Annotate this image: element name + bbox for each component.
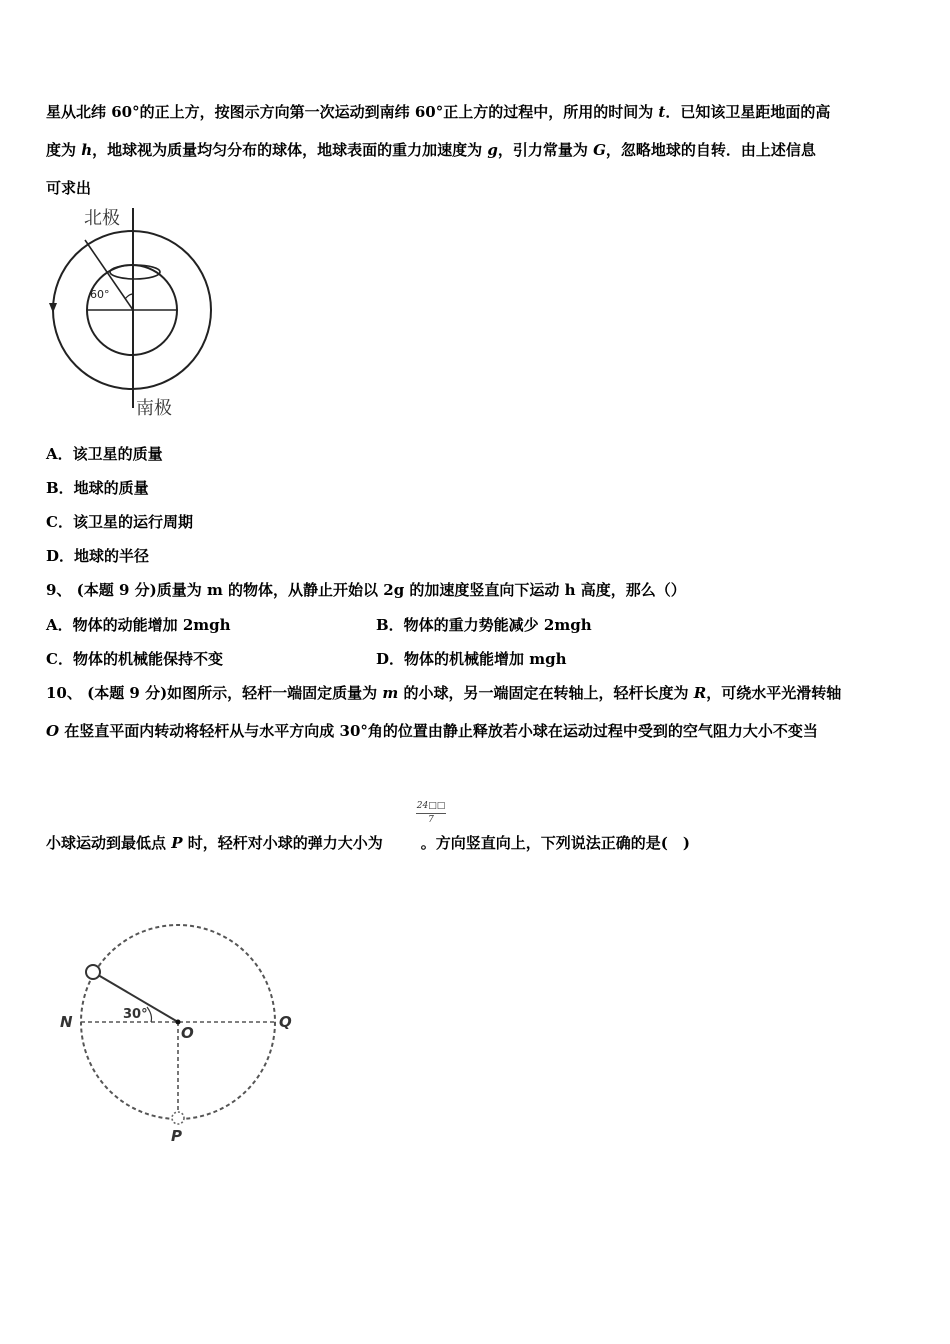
orbit-figure [40,200,230,420]
q8-option-c[interactable]: C．该卫星的运行周期 [46,513,193,531]
angle-arc [147,1007,152,1022]
q10-stem-line3: 小球运动到最低点 P 时，轻杆对小球的弹力大小为 。方向竖直向上，下列说法正确的是( ) [46,834,690,852]
direction-arrow-icon [49,303,57,313]
ball-bottom [172,1112,184,1124]
q8-option-d[interactable]: D．地球的半径 [46,547,150,565]
ball-start [86,965,100,979]
q8-stem-line1: 星从北纬 60°的正上方，按图示方向第一次运动到南纬 60°正上方的过程中，所用的时间为 t．已知该卫星距地面的高 [46,103,831,121]
north-pole-label: 北极 [84,208,120,229]
q9-option-b[interactable]: B．物体的重力势能减少 2mgh [376,616,592,634]
angle-label: 60° [90,288,110,301]
pivot-point [176,1020,181,1025]
q9-stem: 9、 (本题 9 分)质量为 m 的物体，从静止开始以 2g 的加速度竖直向下运动 h 高度，那么（） [46,581,686,599]
q8-stem-line3: 可求出 [46,179,92,197]
q10-stem-line2: O 在竖直平面内转动将轻杆从与水平方向成 30°角的位置由静止释放若小球在运动过程中受到的空气阻力大小不变当 [46,722,818,740]
label-Q: Q [279,1013,292,1031]
latitude-ring [110,265,160,279]
fraction-denominator: 7 [428,815,434,825]
force-fraction [413,801,449,826]
label-angle: 30° [123,1007,148,1022]
q8-stem-line2: 度为 h，地球视为质量均匀分布的球体，地球表面的重力加速度为 g，引力常量为 G，忽略地球的自转．由上述信息 [46,141,816,159]
label-N: N [60,1013,73,1031]
rod-circle-figure [55,915,305,1150]
q10-stem-line1: 10、 (本题 9 分)如图所示，轻杆一端固定质量为 m 的小球，另一端固定在转轴上，轻杆长度为 R，可绕水平光滑转轴 [46,684,842,702]
q8-option-b[interactable]: B．地球的质量 [46,479,149,497]
q9-option-a[interactable]: A．物体的动能增加 2mgh [46,616,231,634]
q9-option-c[interactable]: C．物体的机械能保持不变 [46,650,223,668]
label-O: O [181,1024,194,1042]
label-P: P [171,1127,182,1145]
q9-option-d[interactable]: D．物体的机械能增加 mgh [376,650,567,668]
fraction-numerator: 24□□ [416,801,446,811]
q8-option-a[interactable]: A．该卫星的质量 [46,445,163,463]
south-pole-label: 南极 [136,398,172,419]
angle-arc [125,294,133,299]
